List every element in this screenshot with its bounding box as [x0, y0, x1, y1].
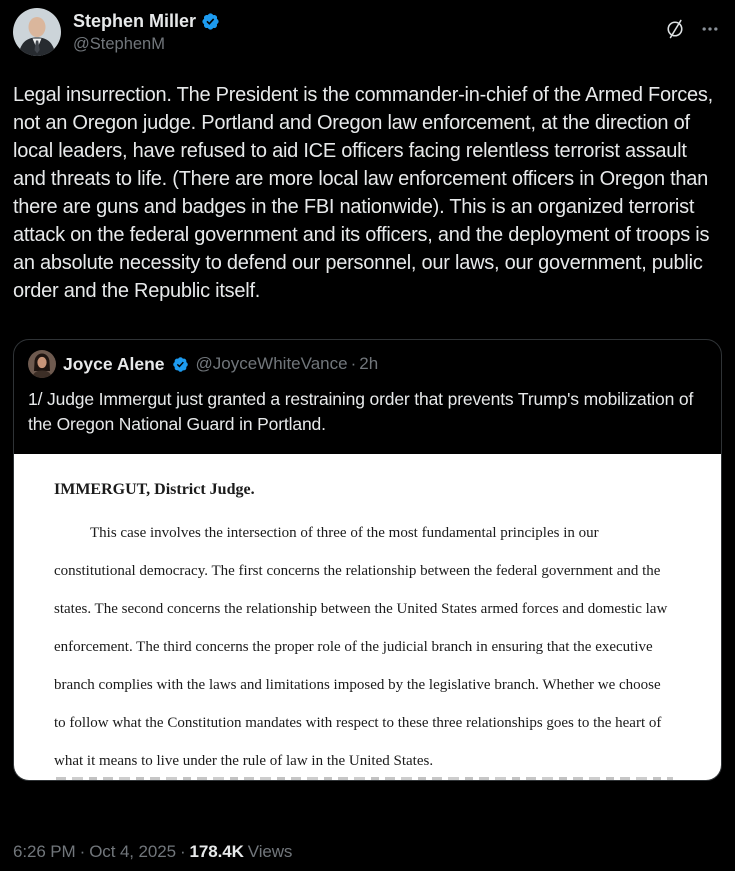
meta-separator: ·: [350, 354, 357, 373]
author-avatar-portrait: [13, 8, 61, 56]
grok-icon[interactable]: [665, 19, 685, 39]
quoted-author-meta: [196, 354, 379, 374]
quoted-author-avatar: [28, 350, 56, 378]
meta-separator: ·: [79, 842, 86, 861]
post-date: Oct 4, 2025: [89, 842, 176, 861]
views-count: 178.4K: [189, 842, 244, 861]
quoted-author-name: Joyce Alene: [63, 353, 165, 374]
more-options-icon[interactable]: [700, 19, 720, 39]
quoted-verified-badge-icon: [172, 356, 189, 373]
tweet-text: Legal insurrection. The President is the commander-in-chief of the Armed Forces, not an Oregon judge. Portland and Oregon law enforcement, at the direction of local leaders, have refused to aid ICE officers facing relentless terrorist assault and threats to life. (There are more local law enforcement officers in Oregon than there are guns and badges in the FBI nationwide). This is an organized terrorist attack on the federal government and its officers, and the deployment of troops is an absolute necessity to defend our personnel, our laws, our government, public order and the Republic itself.: [13, 84, 713, 302]
attached-document-image[interactable]: [14, 454, 721, 781]
author-handle[interactable]: @StephenM: [73, 35, 165, 53]
post-time: 6:26 PM: [13, 842, 76, 861]
header-actions: [665, 8, 722, 39]
quoted-timestamp: 2h: [359, 354, 379, 373]
document-paragraph: This case involves the intersection of three of the most fundamental principles in our constitutional democracy. The first concerns the relationship between the federal government and the states. The second concerns the relationship between the United States armed forces and domestic law enforcement. The third concerns the proper role of the judicial branch in ensuring that the executive branch complies with the laws and limitations imposed by the legislative branch. Whether we choose to follow what the Constitution mandates with respect to these three relationships goes to the heart of what it means to live under the rule of law in the United States.: [54, 525, 668, 769]
verified-badge-icon: [201, 12, 220, 31]
tweet-header: [13, 0, 722, 56]
document-heading: IMMERGUT, District Judge.: [54, 481, 255, 498]
quoted-author-portrait: [28, 350, 56, 378]
meta-separator: ·: [179, 842, 186, 861]
quoted-tweet-text: 1/ Judge Immergut just granted a restraining order that prevents Trump's mobilization of the Oregon National Guard in Portland.: [28, 389, 694, 434]
author-avatar[interactable]: [13, 8, 61, 56]
tweet-meta-row: [13, 842, 292, 862]
quoted-author-handle: @JoyceWhiteVance: [195, 354, 348, 373]
quoted-tweet-card[interactable]: [13, 339, 722, 781]
cutoff-text-line: [56, 777, 673, 781]
views-label: Views: [247, 842, 293, 861]
author-names: [73, 8, 665, 54]
author-name[interactable]: Stephen Miller: [73, 11, 197, 31]
quoted-tweet-header: [14, 340, 721, 378]
